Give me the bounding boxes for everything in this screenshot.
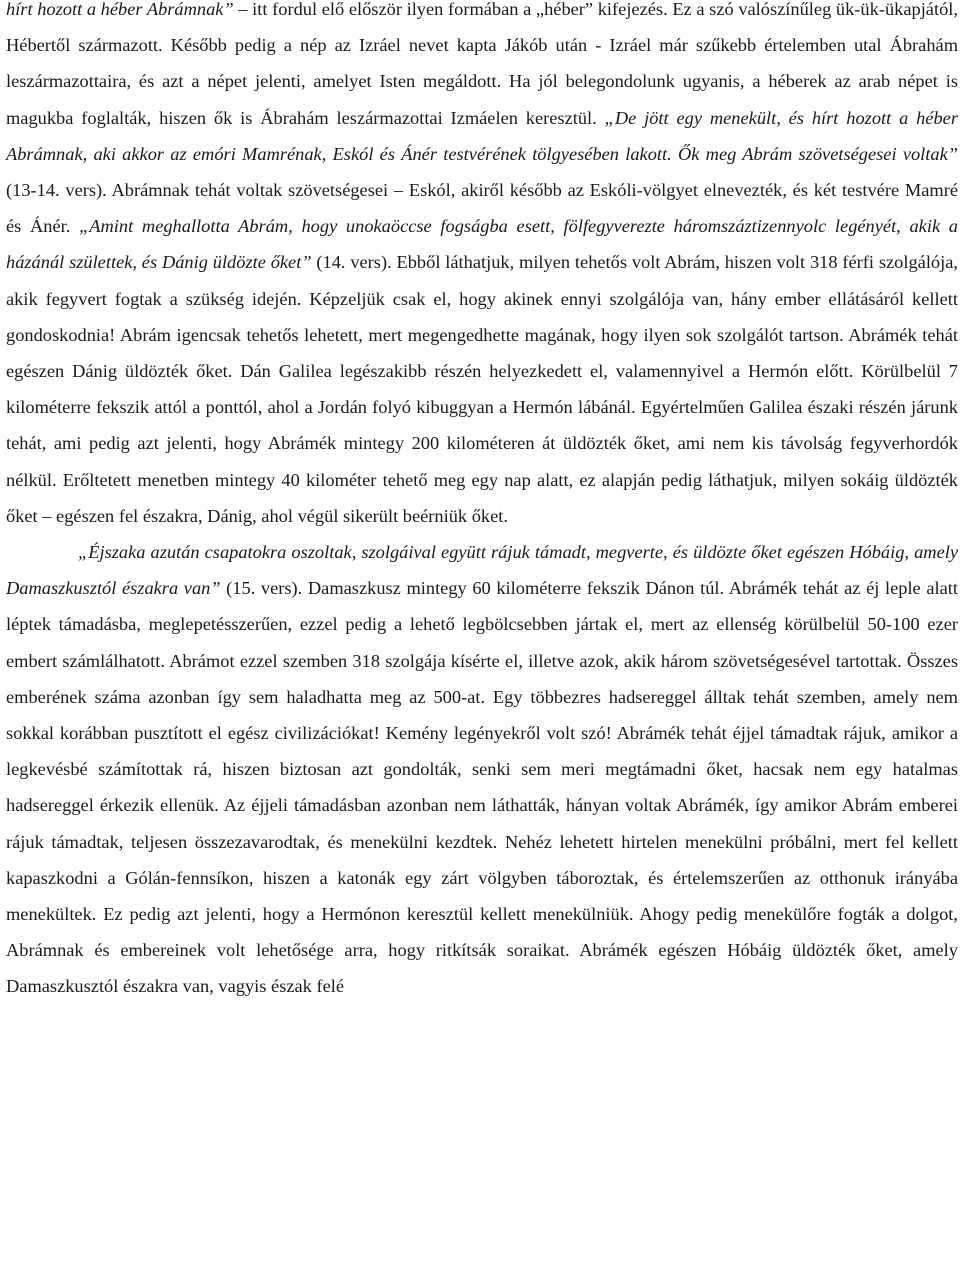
- text-segment: (14. vers). Ebből láthatjuk, milyen tehetős volt Abrám, hiszen volt 318 férfi szolgálója, akik fegyvert fogtak a szükség idején. Képzeljük csak el, hogy akinek ennyi szolgálója van, hány ember ellátásáról kellett gondoskodnia! Abrám igencsak tehetős lehetett, mert megengedhette magának, hogy ilyen sok szolgálót tartson. Abrámék tehát egészen Dánig üldözték őket. Dán Galilea legészakibb részén helyezkedett el, valamennyivel a Hermón előtt. Körülbelül 7 kilométerre fekszik attól a ponttól, ahol a Jordán folyó kibuggyan a Hermón lábánál. Egyértelműen Galilea északi részén járunk tehát, ami pedig azt jelenti, hogy Abrámék mintegy 200 kilométeren át üldözték őket, ami nem kis távolság fegyverhordók nélkül. Erőltetett menetben mintegy 40 kilométer tehető meg egy nap alatt, ez alapján pedig láthatjuk, milyen sokáig üldözték őket – egészen fel északra, Dánig, ahol végül sikerült beérniük őket.: [6, 252, 959, 526]
- paragraph-2: [6, 534, 958, 1005]
- document-page: [6, 0, 958, 1005]
- quote-segment: „De jött egy menekült, és hírt hozott a héber Abrámnak, aki akkor az emóri Mamrénak, Eskól és Ánér testvérének tölgyesében lakott. Ők meg Abrám szövetségesei voltak”: [6, 107, 958, 164]
- text-segment: – itt fordul elő először ilyen formában a „héber” kifejezés. Ez a szó valószínűleg ük-ük-ükapjától, Hébertől származott. Később pedig a nép az Izráel nevet kapta Jákób után - Izráel már szűkebb értelemben utal Ábrahám leszármazottaira, és azt a népet jelenti, amelyet Isten megáldott. Ha jól belegondolunk ugyanis, a héberek az arab népet is magukba foglalták, hiszen ők is Ábrahám leszármazottai Izmáelen keresztül.: [6, 0, 958, 128]
- paragraph-1: [6, 0, 958, 534]
- quote-segment: „Amint meghallotta Abrám, hogy unokaöccse fogságba esett, fölfegyverezte háromszáztizennyolc legényét, akik a házánál születtek, és Dánig üldözte őket”: [6, 216, 958, 273]
- text-segment: (15. vers). Damaszkusz mintegy 60 kilométerre fekszik Dánon túl. Abrámék tehát az éj leple alatt léptek támadásba, meglepetésszerűen, ezzel pedig a lehető legbölcsebben jártak el, mert az ellenség körülbelül 50-100 ezer embert számlálhatott. Abrámot ezzel szemben 318 szolgája kísérte el, illetve azok, akik három szövetségesével tartottak. Összes emberének száma azonban így sem haladhatta meg az 500-at. Egy többezres hadsereggel álltak tehát szemben, amely nem sokkal korábban pusztított el egész civilizációkat! Kemény legényekről volt szó! Abrámék tehát éjjel támadtak rájuk, amikor a legkevésbé számítottak rá, hiszen biztosan azt gondolták, senki sem meri megtámadni őket, hacsak nem egy hatalmas hadsereggel érkezik ellenük. Az éjjeli támadásban azonban nem láthatták, hányan voltak Abrámék, így amikor Abrám emberei rájuk támadtak, teljesen összezavarodtak, és menekülni kezdtek. Nehéz lehetett hirtelen menekülni próbálni, mert fel kellett kapaszkodni a Gólán-fennsíkon, hiszen a katonák egy zárt völgyben táboroztak, és értelemszerűen az otthonuk irányába menekültek. Ez pedig azt jelenti, hogy a Hermónon keresztül kellett menekülniük. Ahogy pedig menekülőre fogták a dolgot, Abrámnak és embereinek volt lehetősége arra, hogy ritkítsák soraikat. Abrámék egészen Hóbáig üldözték őket, amely Damaszkusztól északra van, vagyis észak felé: [6, 578, 958, 997]
- quote-segment: „Éjszaka azután csapatokra oszoltak, szolgáival együtt rájuk támadt, megverte, és üldözte őket egészen Hóbáig, amely Damaszkusztól északra van”: [6, 542, 958, 599]
- quote-segment: hírt hozott a héber Abrámnak”: [6, 0, 234, 19]
- text-segment: (13-14. vers). Abrámnak tehát voltak szövetségesei – Eskól, akiről később az Eskóli-völgyet elnevezték, és két testvére Mamré és Ánér.: [6, 180, 958, 237]
